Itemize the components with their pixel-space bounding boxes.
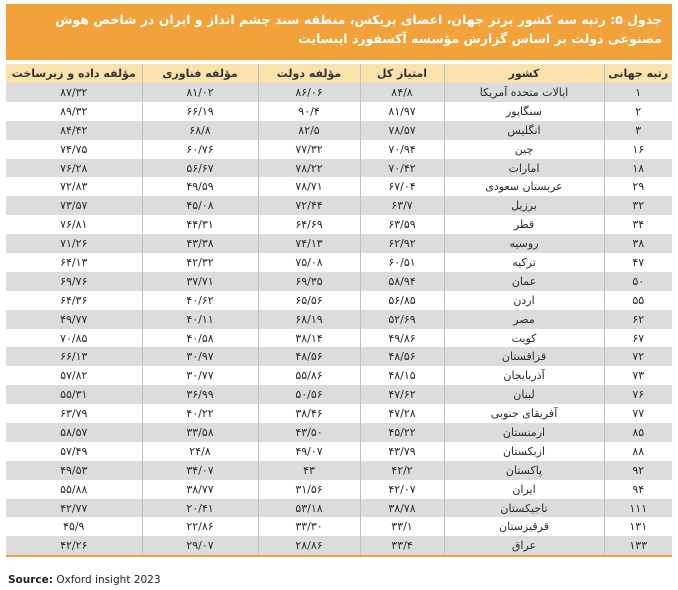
table-row <box>6 102 672 121</box>
technology-cell: ۴۰/۲۲ <box>142 404 258 423</box>
country-cell: مصر <box>444 310 604 329</box>
country-cell: قطر <box>444 215 604 234</box>
government-cell: ۷۸/۷۱ <box>258 177 360 196</box>
technology-cell: ۴۰/۶۲ <box>142 291 258 310</box>
country-cell: عراق <box>444 536 604 556</box>
government-cell: ۷۲/۴۴ <box>258 196 360 215</box>
header-row <box>6 64 672 83</box>
technology-cell: ۲۴/۸ <box>142 442 258 461</box>
technology-cell: ۲۲/۸۶ <box>142 517 258 536</box>
country-cell: آذربایجان <box>444 366 604 385</box>
total-score-cell: ۷۰/۴۲ <box>360 159 444 178</box>
table-row <box>6 423 672 442</box>
rank-cell: ۵۵ <box>604 291 672 310</box>
technology-cell: ۶۰/۷۶ <box>142 140 258 159</box>
rank-cell: ۳۴ <box>604 215 672 234</box>
government-cell: ۷۷/۳۲ <box>258 140 360 159</box>
government-cell: ۷۵/۰۸ <box>258 253 360 272</box>
table-row <box>6 442 672 461</box>
country-cell: ایران <box>444 480 604 499</box>
data-infrastructure-cell: ۸۷/۳۲ <box>6 83 142 102</box>
government-cell: ۸۶/۰۶ <box>258 83 360 102</box>
total-score-cell: ۵۲/۶۹ <box>360 310 444 329</box>
technology-cell: ۴۰/۱۱ <box>142 310 258 329</box>
data-infrastructure-cell: ۴۹/۵۳ <box>6 461 142 480</box>
rank-cell: ۶۲ <box>604 310 672 329</box>
table-row <box>6 517 672 536</box>
table-row <box>6 480 672 499</box>
technology-cell: ۶۸/۸ <box>142 121 258 140</box>
table-row <box>6 234 672 253</box>
data-infrastructure-cell: ۶۶/۱۳ <box>6 347 142 366</box>
government-cell: ۵۳/۱۸ <box>258 499 360 518</box>
total-score-cell: ۴۷/۲۸ <box>360 404 444 423</box>
data-infrastructure-cell: ۵۸/۵۷ <box>6 423 142 442</box>
technology-cell: ۳۸/۷۷ <box>142 480 258 499</box>
rank-cell: ۹۴ <box>604 480 672 499</box>
government-cell: ۴۳ <box>258 461 360 480</box>
source-text: Oxford insight 2023 <box>52 574 161 586</box>
country-cell: امارات <box>444 159 604 178</box>
data-infrastructure-cell: ۴۲/۲۶ <box>6 536 142 556</box>
total-score-cell: ۵۸/۹۴ <box>360 272 444 291</box>
col-header-country: کشور <box>444 64 604 83</box>
technology-cell: ۲۹/۰۷ <box>142 536 258 556</box>
government-cell: ۶۹/۳۵ <box>258 272 360 291</box>
data-infrastructure-cell: ۷۰/۸۵ <box>6 329 142 348</box>
country-cell: قرقیزستان <box>444 517 604 536</box>
technology-cell: ۴۲/۳۲ <box>142 253 258 272</box>
table-row <box>6 196 672 215</box>
data-infrastructure-cell: ۷۴/۷۵ <box>6 140 142 159</box>
rank-cell: ۸۵ <box>604 423 672 442</box>
country-cell: تاجیکستان <box>444 499 604 518</box>
technology-cell: ۴۳/۳۸ <box>142 234 258 253</box>
technology-cell: ۴۵/۰۸ <box>142 196 258 215</box>
government-cell: ۲۸/۸۶ <box>258 536 360 556</box>
government-cell: ۴۳/۵۰ <box>258 423 360 442</box>
col-header-data-infrastructure: مؤلفه داده و زیرساخت <box>6 64 142 83</box>
data-infrastructure-cell: ۵۷/۴۹ <box>6 442 142 461</box>
table-row <box>6 385 672 404</box>
rank-cell: ۱۱۱ <box>604 499 672 518</box>
country-cell: انگلیس <box>444 121 604 140</box>
table-row <box>6 310 672 329</box>
data-infrastructure-cell: ۴۲/۷۷ <box>6 499 142 518</box>
total-score-cell: ۳۸/۷۸ <box>360 499 444 518</box>
col-header-rank: رتبه جهانی <box>604 64 672 83</box>
technology-cell: ۴۴/۳۱ <box>142 215 258 234</box>
data-infrastructure-cell: ۶۳/۷۹ <box>6 404 142 423</box>
data-infrastructure-cell: ۶۴/۱۳ <box>6 253 142 272</box>
country-cell: ازبکستان <box>444 442 604 461</box>
col-header-total: امتیاز کل <box>360 64 444 83</box>
government-cell: ۵۵/۸۶ <box>258 366 360 385</box>
rank-cell: ۱۸ <box>604 159 672 178</box>
data-infrastructure-cell: ۵۷/۸۲ <box>6 366 142 385</box>
total-score-cell: ۶۳/۷ <box>360 196 444 215</box>
col-header-technology: مؤلفه فناوری <box>142 64 258 83</box>
total-score-cell: ۵۶/۸۵ <box>360 291 444 310</box>
table-row <box>6 291 672 310</box>
total-score-cell: ۳۳/۱ <box>360 517 444 536</box>
technology-cell: ۵۶/۶۷ <box>142 159 258 178</box>
government-cell: ۷۸/۲۲ <box>258 159 360 178</box>
table-row <box>6 404 672 423</box>
rank-cell: ۷۳ <box>604 366 672 385</box>
rank-cell: ۱۶ <box>604 140 672 159</box>
rank-cell: ۸۸ <box>604 442 672 461</box>
rank-cell: ۴۷ <box>604 253 672 272</box>
table-row <box>6 83 672 102</box>
total-score-cell: ۴۲/۲ <box>360 461 444 480</box>
country-cell: قزاقستان <box>444 347 604 366</box>
table-row <box>6 329 672 348</box>
data-infrastructure-cell: ۵۵/۳۱ <box>6 385 142 404</box>
government-cell: ۴۹/۰۷ <box>258 442 360 461</box>
rank-cell: ۷۶ <box>604 385 672 404</box>
country-cell: سنگاپور <box>444 102 604 121</box>
rank-cell: ۳ <box>604 121 672 140</box>
country-cell: چین <box>444 140 604 159</box>
technology-cell: ۸۱/۰۲ <box>142 83 258 102</box>
country-cell: برزیل <box>444 196 604 215</box>
technology-cell: ۴۰/۵۸ <box>142 329 258 348</box>
rank-cell: ۹۲ <box>604 461 672 480</box>
data-infrastructure-cell: ۷۳/۵۷ <box>6 196 142 215</box>
table-row <box>6 347 672 366</box>
country-cell: روسیه <box>444 234 604 253</box>
data-infrastructure-cell: ۷۶/۲۸ <box>6 159 142 178</box>
table-body <box>6 83 672 556</box>
government-cell: ۶۸/۱۹ <box>258 310 360 329</box>
country-cell: عمان <box>444 272 604 291</box>
total-score-cell: ۴۳/۷۹ <box>360 442 444 461</box>
rank-cell: ۱ <box>604 83 672 102</box>
government-cell: ۳۳/۳۰ <box>258 517 360 536</box>
government-cell: ۹۰/۴ <box>258 102 360 121</box>
country-cell: آفریقای جنوبی <box>444 404 604 423</box>
rank-cell: ۱۳۳ <box>604 536 672 556</box>
country-cell: ارمنستان <box>444 423 604 442</box>
total-score-cell: ۷۰/۹۴ <box>360 140 444 159</box>
government-cell: ۳۱/۵۶ <box>258 480 360 499</box>
table-row <box>6 272 672 291</box>
table-row <box>6 121 672 140</box>
government-cell: ۶۴/۶۹ <box>258 215 360 234</box>
rank-cell: ۲۹ <box>604 177 672 196</box>
government-cell: ۳۸/۱۴ <box>258 329 360 348</box>
data-infrastructure-cell: ۵۵/۸۸ <box>6 480 142 499</box>
rank-cell: ۷۲ <box>604 347 672 366</box>
government-cell: ۳۸/۴۶ <box>258 404 360 423</box>
table-row <box>6 215 672 234</box>
country-cell: کویت <box>444 329 604 348</box>
country-cell: اردن <box>444 291 604 310</box>
ranking-table <box>6 64 672 557</box>
total-score-cell: ۳۳/۴ <box>360 536 444 556</box>
data-infrastructure-cell: ۷۶/۸۱ <box>6 215 142 234</box>
country-cell: پاکستان <box>444 461 604 480</box>
table-row <box>6 536 672 556</box>
rank-cell: ۱۳۱ <box>604 517 672 536</box>
table-row <box>6 177 672 196</box>
technology-cell: ۳۷/۷۱ <box>142 272 258 291</box>
data-infrastructure-cell: ۴۹/۷۷ <box>6 310 142 329</box>
source-label: Source: <box>8 574 53 586</box>
total-score-cell: ۶۲/۹۲ <box>360 234 444 253</box>
government-cell: ۷۴/۱۳ <box>258 234 360 253</box>
government-cell: ۴۸/۵۶ <box>258 347 360 366</box>
total-score-cell: ۶۳/۵۹ <box>360 215 444 234</box>
table-title: جدول ۵: رتبه سه کشور برتر جهان، اعضای بریکس، منطقه سند چشم انداز و ایران در شاخص هوش مصنوعی دولت بر اساس گزارش مؤسسه آکسفورد اینسایت <box>6 4 672 60</box>
country-cell: ترکیه <box>444 253 604 272</box>
rank-cell: ۵۰ <box>604 272 672 291</box>
technology-cell: ۳۶/۹۹ <box>142 385 258 404</box>
data-infrastructure-cell: ۴۵/۹ <box>6 517 142 536</box>
technology-cell: ۴۹/۵۹ <box>142 177 258 196</box>
total-score-cell: ۸۴/۸ <box>360 83 444 102</box>
rank-cell: ۷۷ <box>604 404 672 423</box>
government-cell: ۸۲/۵ <box>258 121 360 140</box>
data-infrastructure-cell: ۶۴/۳۶ <box>6 291 142 310</box>
table-row <box>6 366 672 385</box>
total-score-cell: ۴۲/۰۷ <box>360 480 444 499</box>
total-score-cell: ۴۵/۲۲ <box>360 423 444 442</box>
total-score-cell: ۸۱/۹۷ <box>360 102 444 121</box>
country-cell: لبنان <box>444 385 604 404</box>
table-row <box>6 461 672 480</box>
rank-cell: ۲ <box>604 102 672 121</box>
data-infrastructure-cell: ۷۱/۲۶ <box>6 234 142 253</box>
table-row <box>6 253 672 272</box>
col-header-government: مؤلفه دولت <box>258 64 360 83</box>
technology-cell: ۳۳/۵۸ <box>142 423 258 442</box>
technology-cell: ۶۶/۱۹ <box>142 102 258 121</box>
table-head <box>6 64 672 83</box>
country-cell: ایالات متحده آمریکا <box>444 83 604 102</box>
technology-cell: ۳۰/۷۷ <box>142 366 258 385</box>
data-infrastructure-cell: ۸۴/۴۲ <box>6 121 142 140</box>
total-score-cell: ۴۷/۶۲ <box>360 385 444 404</box>
table-row <box>6 140 672 159</box>
source-note <box>8 574 161 586</box>
rank-cell: ۳۲ <box>604 196 672 215</box>
government-cell: ۶۵/۵۶ <box>258 291 360 310</box>
total-score-cell: ۶۷/۰۴ <box>360 177 444 196</box>
data-infrastructure-cell: ۶۹/۷۶ <box>6 272 142 291</box>
total-score-cell: ۴۸/۵۶ <box>360 347 444 366</box>
technology-cell: ۳۴/۰۷ <box>142 461 258 480</box>
technology-cell: ۲۰/۴۱ <box>142 499 258 518</box>
country-cell: عربستان سعودی <box>444 177 604 196</box>
government-cell: ۵۰/۵۶ <box>258 385 360 404</box>
data-infrastructure-cell: ۷۲/۸۳ <box>6 177 142 196</box>
total-score-cell: ۷۸/۵۷ <box>360 121 444 140</box>
total-score-cell: ۴۹/۸۶ <box>360 329 444 348</box>
rank-cell: ۳۸ <box>604 234 672 253</box>
technology-cell: ۳۰/۹۷ <box>142 347 258 366</box>
total-score-cell: ۴۸/۱۵ <box>360 366 444 385</box>
total-score-cell: ۶۰/۵۱ <box>360 253 444 272</box>
data-infrastructure-cell: ۸۹/۳۲ <box>6 102 142 121</box>
table-row <box>6 499 672 518</box>
rank-cell: ۶۷ <box>604 329 672 348</box>
table-row <box>6 159 672 178</box>
